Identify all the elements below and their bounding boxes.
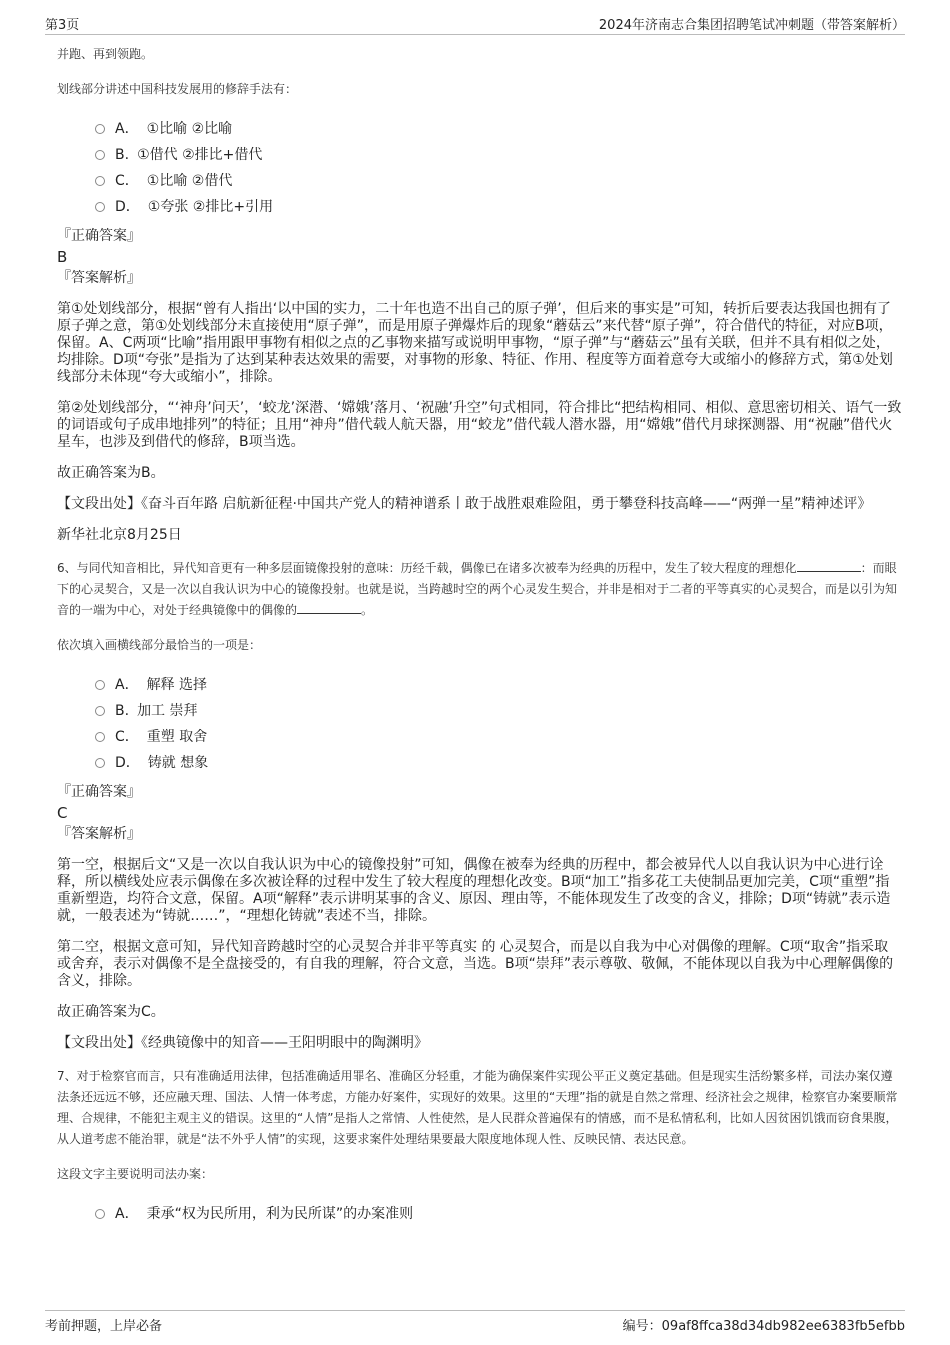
option-a[interactable]: A． 秉承“权为民所用，利为民所谋”的办案准则 <box>95 1201 902 1227</box>
source-citation: 【文段出处】《经典镜像中的知音——王阳明眼中的陶渊明》 <box>57 1035 428 1051</box>
radio-icon[interactable] <box>95 758 105 768</box>
radio-icon[interactable] <box>95 150 105 160</box>
radio-icon[interactable] <box>95 706 105 716</box>
answer-heading: 『正确答案』 <box>57 228 141 244</box>
radio-icon[interactable] <box>95 176 105 186</box>
radio-icon[interactable] <box>95 202 105 212</box>
answer-value: B <box>57 248 68 266</box>
source-citation: 【文段出处】《奋斗百年路 启航新征程·中国共产党人的精神谱系丨敢于战胜艰难险阻，勇于攀登科技高峰——“两弹一星”精神述评》 <box>57 496 872 512</box>
option-c[interactable]: C． ①比喻 ②借代 <box>95 168 902 194</box>
option-a[interactable]: A． 解释 选择 <box>95 672 902 698</box>
option-b[interactable]: B. 加工 崇拜 <box>95 698 902 724</box>
analysis-paragraph: 第二空，根据文意可知，异代知音跨越时空的心灵契合并非平等真实 的 心灵契合，而是以自我为中心对偶像的理解。C项“取舍”指采取或舍弃，表示对偶像不是全盘接受的，有自我的理解，符合文意，当选。B项“崇拜”表示尊敬、敬佩，不能体现以自我为中心理解偶像的含义，排除。 <box>57 939 894 989</box>
document-title: 2024年济南志合集团招聘笔试冲刺题（带答案解析） <box>598 18 905 33</box>
analysis-conclusion: 故正确答案为B。 <box>57 465 165 481</box>
page-header <box>45 14 905 35</box>
document-body <box>57 44 902 1233</box>
answer-value: C <box>57 804 68 822</box>
question-continuation: 并跑、再到领跑。 <box>57 47 154 61</box>
radio-icon[interactable] <box>95 680 105 690</box>
analysis-paragraph: 第①处划线部分，根据“曾有人指出‘以中国的实力，二十年也造不出自己的原子弹’，但后来的事实是”可知，转折后要表达我国也拥有了原子弹之意，第①处划线部分未直接使用“原子弹”，而是用原子弹爆炸后的现象“蘑菇云”来代替“原子弹”，符合借代的特征，对应B项，保留。A、C两项“比喻”指用跟甲事物有相似之点的乙事物来描写或说明甲事物，“原子弹”与“蘑菇云”虽有关联，但并不具有相似之处，均排除。D项“夸张”是指为了达到某种表达效果的需要，对事物的形象、特征、作用、程度等方面着意夸大或缩小的修辞方式，第①处划线部分未体现“夸大或缩小”，排除。 <box>57 301 893 385</box>
analysis-conclusion: 故正确答案为C。 <box>57 1004 165 1020</box>
option-b[interactable]: B. ①借代 ②排比+借代 <box>95 142 902 168</box>
question-prompt: 这段文字主要说明司法办案： <box>57 1167 214 1181</box>
analysis-heading: 『答案解析』 <box>57 826 141 842</box>
radio-icon[interactable] <box>95 1209 105 1219</box>
option-list <box>95 1201 902 1227</box>
analysis-paragraph: 第②处划线部分，“‘神舟’问天’，‘蛟龙’深潜、‘嫦娥’落月、‘祝融’升空”句式相同，符合排比“把结构相同、相似、意思密切相关、语气一致的词语或句子成串地排列”的特征；且用“神舟”借代载人航天器，用“蛟龙”借代载人潜水器，用“嫦娥”借代月球探测器、用“祝融”借代火星车，也涉及到借代的修辞，B项当选。 <box>57 400 902 450</box>
document-code: 编号：09af8ffca38d34db982ee6383fb5efbb <box>622 1319 905 1334</box>
radio-icon[interactable] <box>95 124 105 134</box>
option-d[interactable]: D． 铸就 想象 <box>95 750 902 776</box>
question-prompt: 划线部分讲述中国科技发展用的修辞手法有： <box>57 82 298 96</box>
radio-icon[interactable] <box>95 732 105 742</box>
option-list <box>95 672 902 776</box>
page-number: 第3页 <box>45 18 80 33</box>
option-d[interactable]: D． ①夸张 ②排比+引用 <box>95 194 902 220</box>
blank-line <box>797 559 861 572</box>
analysis-paragraph: 第一空，根据后文“又是一次以自我认识为中心的镜像投射”可知，偶像在被奉为经典的历程中，都会被异代人以自我认识为中心进行诠释，所以横线处应表示偶像在多次被诠释的过程中发生了较大程度的理想化改变。B项“加工”指多花工夫使制品更加完美，C项“重塑”指重新塑造，均符合文意，保留。A项“解释”表示讲明某事的含义、原因、理由等，不能体现发生了改变的含义，排除；D项“铸就”表示造就，一般表述为“铸就……”，“理想化铸就”表述不当，排除。 <box>57 857 891 924</box>
blank-line <box>297 601 361 614</box>
question-stem: 7、对于检察官而言，只有准确适用法律，包括准确适用罪名、准确区分轻重，才能为确保案件实现公平正义奠定基础。但是现实生活纷繁多样，司法办案仅遵法条还远远不够，还应融天理、国法、人情一体考虑，方能办好案件，实现好的效果。这里的“天理”指的就是自然之常理、经济社会之规律，检察官办案要顺常理、合规律，不能犯主观主义的错误。这里的“人情”是指人之常情、人性使然，是人民群众普遍保有的情感，而不是私情私利，比如人因贫困饥饿而窃食果腹，从人道考虑不能治罪，就是“法不外乎人情”的实现，这要求案件处理结果要最大限度地体现人性、反映民情、表达民意。 <box>57 1069 898 1146</box>
answer-heading: 『正确答案』 <box>57 784 141 800</box>
option-list <box>95 116 902 220</box>
footer-slogan: 考前押题，上岸必备 <box>45 1319 163 1334</box>
question-prompt: 依次填入画横线部分最恰当的一项是： <box>57 638 262 652</box>
source-dateline: 新华社北京8月25日 <box>57 527 182 543</box>
page-footer <box>45 1310 905 1333</box>
option-c[interactable]: C． 重塑 取舍 <box>95 724 902 750</box>
option-a[interactable]: A． ①比喻 ②比喻 <box>95 116 902 142</box>
analysis-heading: 『答案解析』 <box>57 270 141 286</box>
question-stem: 6、与同代知音相比，异代知音更有一种多层面镜像投射的意味：历经千载，偶像已在诸多次被奉为经典的历程中，发生了较大程度的理想化 ：而眼下的心灵契合，又是一次以自我认识为中心的镜像投射。也就是说，当跨越时空的两个心灵发生契合，并非是相对于二者的平等真实的心灵契合，而是以引为知音的一端为中心，对处于经典镜像中的偶像的 。 <box>57 561 898 617</box>
